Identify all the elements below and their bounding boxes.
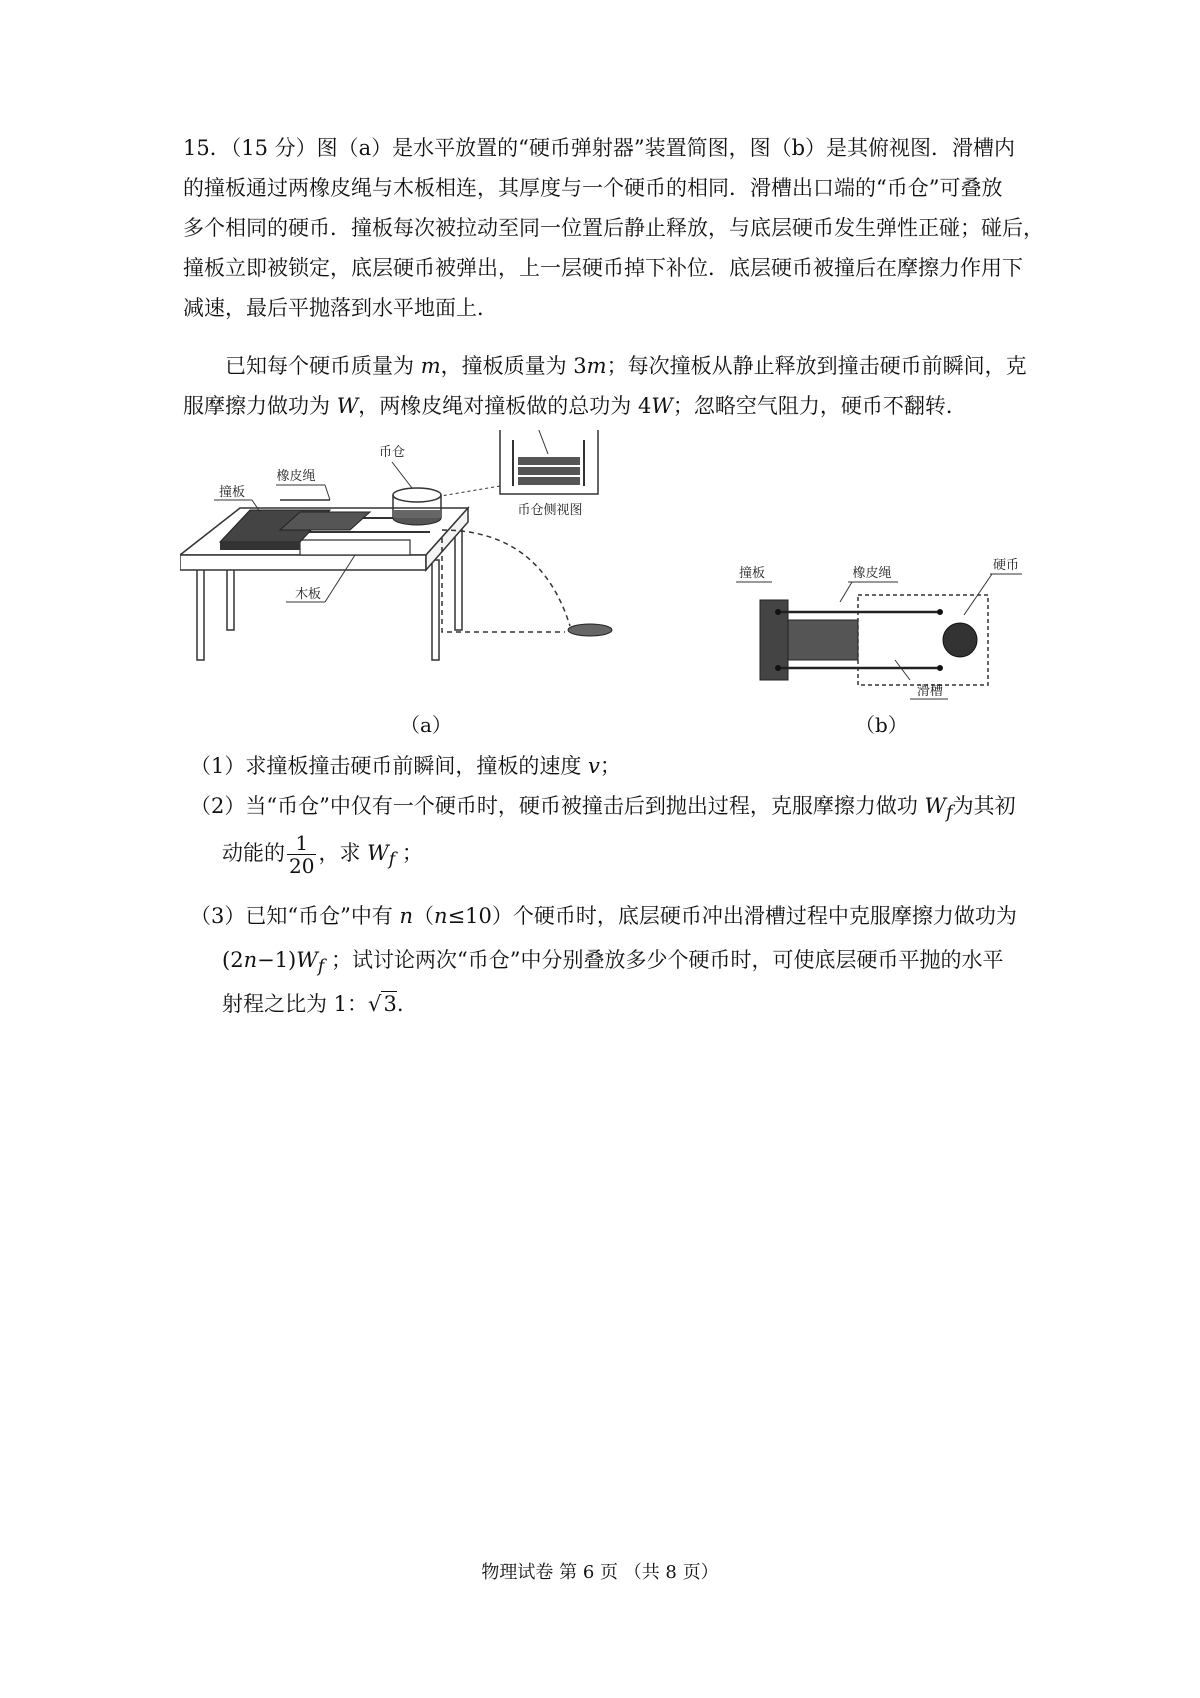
label-xiangpisheng-b: 橡皮绳: [852, 566, 892, 581]
subscript-f: f: [317, 957, 325, 978]
figure-a: [180, 430, 700, 710]
leader-line: [325, 485, 330, 500]
q2-text: （2）当“币仓”中仅有一个硬币时，硬币被撞击后到抛出过程，克服摩擦力做功: [190, 794, 925, 818]
question-2-cont: [222, 832, 423, 877]
fraction: [287, 832, 316, 877]
intro-line: 多个相同的硬币．撞板每次被拉动至同一位置后静止释放，与底层硬币发生弹性正碰；碰后，: [183, 216, 1044, 240]
var-n: n: [399, 904, 414, 928]
q3-text: ；试讨论两次“币仓”中分别叠放多少个硬币时，可使底层硬币平抛的水平: [324, 948, 1004, 972]
q2-end: ；: [395, 841, 423, 865]
side-view-coin: [518, 477, 580, 485]
label-yingbi-b: 硬币: [992, 558, 1020, 573]
given-line-2: [183, 386, 1023, 426]
striker-bar-b: [788, 620, 858, 660]
given-text: ，两橡皮绳对撞板做的总功为 4: [358, 394, 652, 418]
var-W: W: [336, 394, 359, 418]
label-xiangpisheng: 橡皮绳: [276, 469, 316, 484]
var-m: m: [586, 354, 607, 378]
side-view-connector: [441, 486, 500, 496]
given-text: ，撞板质量为 3: [440, 354, 587, 378]
problem-given: [183, 346, 1027, 426]
question-3-line-3: 射程之比为 1：√3.: [222, 992, 404, 1016]
coin-b: [943, 623, 977, 657]
label-bicang: 币仓: [378, 445, 406, 460]
q3-text: −1): [257, 948, 297, 972]
given-text: 已知每个硬币质量为: [225, 354, 421, 378]
label-zhuangban: 撞板: [218, 485, 246, 500]
var-n: n: [243, 948, 258, 972]
side-view-coin: [518, 467, 580, 475]
problem-intro: [183, 128, 1044, 328]
label-huacao-b: 滑槽: [916, 684, 944, 699]
leader-line: [392, 462, 412, 488]
q3-text: .: [396, 992, 404, 1016]
band-pin: [937, 609, 943, 615]
var-Wf: W: [296, 948, 318, 972]
figure-b: [730, 555, 1030, 705]
coin-stack-body: [393, 510, 441, 518]
table-leg: [432, 560, 439, 660]
table-front: [180, 555, 426, 570]
subscript-f: f: [388, 850, 396, 871]
fraction-numerator: 1: [287, 832, 316, 855]
intro-line: 撞板立即被锁定，底层硬币被弹出，上一层硬币掉下补位．底层硬币被撞后在摩擦力作用下: [183, 256, 1023, 280]
q2-ask: ，求: [318, 841, 368, 865]
question-3: [190, 900, 1017, 930]
label-bicang-side: 币仓侧视图: [517, 503, 583, 518]
q3-text: （: [413, 904, 435, 928]
q3-text: （3）已知“币仓”中有: [190, 904, 400, 928]
fraction-denominator: 20: [289, 854, 315, 878]
wood-board: [300, 540, 410, 555]
q2-cont: 动能的: [222, 841, 285, 865]
given-line-1: [183, 346, 1027, 386]
landed-coin: [568, 624, 612, 636]
leader-line: [840, 582, 852, 602]
striker-plate-front: [220, 542, 300, 550]
sqrt-value: 3: [383, 992, 397, 1016]
var-Wf: W: [367, 841, 389, 865]
var-Wf: W: [924, 794, 947, 818]
side-view-coin: [518, 457, 580, 465]
q3-text: ≤10）个硬币时，底层硬币冲出滑槽过程中克服摩擦力做功为: [447, 904, 1017, 928]
page-footer: 物理试卷 第 6 页 （共 8 页）: [481, 1562, 719, 1583]
given-text: ；忽略空气阻力，硬币不翻转．: [672, 394, 967, 418]
q3-text: (2: [222, 948, 244, 972]
leader-line: [895, 660, 910, 680]
var-n: n: [434, 904, 448, 928]
caption-b: （b）: [855, 713, 908, 737]
label-zhuangban-b: 撞板: [738, 566, 766, 581]
given-text: ；每次撞板从静止释放到撞击硬币前瞬间，克: [606, 354, 1027, 378]
label-muban: 木板: [294, 587, 322, 602]
question-2: [190, 790, 1016, 823]
intro-line: 15．（15 分）图（a）是水平放置的“硬币弹射器”装置简图，图（b）是其俯视图．滑槽内: [183, 136, 1016, 160]
band-pin: [775, 665, 781, 671]
question-1: [190, 750, 621, 780]
table-leg: [197, 560, 204, 660]
q1-tail: ；: [599, 754, 621, 778]
caption-a: （a）: [400, 713, 452, 737]
question-3-line-2: [222, 944, 1003, 977]
var-W: W: [651, 394, 673, 418]
band-pin: [775, 609, 781, 615]
intro-line: 的撞板通过两橡皮绳与木板相连，其厚度与一个硬币的相同．滑槽出口端的“币仓”可叠放: [183, 176, 1003, 200]
given-text: 服摩擦力做功为: [183, 394, 337, 418]
q2-tail: 为其初: [952, 794, 1016, 818]
coin-silo-top: [393, 488, 441, 502]
q3-text: 射程之比为 1：: [222, 992, 369, 1016]
var-m: m: [420, 354, 441, 378]
q1-text: （1）求撞板撞击硬币前瞬间，撞板的速度: [190, 754, 589, 778]
table-leg: [455, 530, 462, 630]
intro-line: 减速，最后平抛落到水平地面上．: [183, 296, 498, 320]
band-pin: [937, 665, 943, 671]
subscript-f: f: [946, 803, 953, 824]
var-v: v: [588, 754, 600, 778]
